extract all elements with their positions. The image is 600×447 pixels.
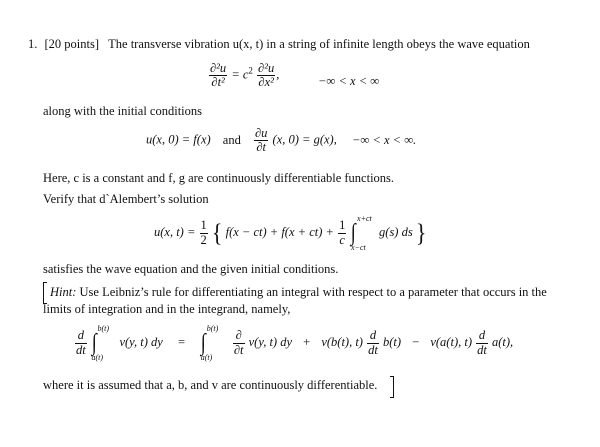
wave-domain: −∞ < x < ∞ — [318, 74, 380, 88]
leibniz-integral-2: ∫ — [200, 330, 206, 356]
leibniz-partial-fraction — [233, 329, 245, 356]
wave-equals: = c — [231, 67, 249, 82]
dalembert-solution — [154, 216, 426, 250]
wave-lhs-fraction — [209, 62, 227, 89]
leibniz-minus: − — [412, 334, 420, 349]
leibniz-limits-1 — [91, 324, 119, 362]
leibniz-upper-2: b(t) — [206, 324, 219, 333]
verify-text: Verify that d`Alembert’s solution — [43, 192, 209, 206]
initial-conditions — [146, 127, 416, 154]
leibniz-db-den: dt — [368, 342, 378, 357]
sol-half-num: 1 — [200, 218, 207, 233]
wave-lhs-den: ∂t² — [209, 75, 227, 89]
leibniz-integral-1: ∫ — [91, 330, 97, 356]
leibniz-p-num: ∂ — [235, 328, 242, 343]
sol-terms: f(x − ct) + f(x + ct) + — [225, 224, 334, 239]
sol-open-brace: { — [211, 218, 223, 247]
wave-rhs-den: ∂x² — [258, 75, 274, 90]
wave-equation — [208, 62, 279, 89]
leibniz-lower-1: a(t) — [91, 353, 103, 362]
problem-points: [20 points] — [44, 37, 100, 51]
initial-intro: along with the initial conditions — [43, 104, 203, 118]
leibniz-a-term: a(t), — [491, 334, 514, 349]
problem-number: 1. — [28, 37, 38, 51]
ic-and: and — [222, 132, 241, 147]
ic-du-den: ∂t — [254, 140, 268, 154]
ic-second: (x, 0) = g(x), — [272, 132, 337, 147]
leibniz-da-fraction — [476, 329, 488, 356]
sol-c-num: 1 — [339, 218, 346, 233]
wave-exponent: 2 — [248, 65, 253, 76]
leibniz-upper-1: b(t) — [97, 324, 109, 333]
wave-rhs-num: ∂²u — [258, 61, 275, 75]
leibniz-d-num: d — [77, 328, 84, 343]
sol-c-fraction — [338, 219, 346, 246]
ic-derivative-fraction — [254, 127, 268, 154]
leibniz-rule — [74, 326, 513, 360]
hint-close-bracket — [390, 376, 394, 398]
ic-first: u(x, 0) = f(x) — [146, 132, 211, 147]
leibniz-db-num: d — [369, 328, 377, 343]
leibniz-lower-2: a(t) — [200, 353, 213, 362]
leibniz-d-den: dt — [76, 342, 86, 357]
hint-text-1: Use Leibniz’s rule for differentiating an integral with respect to a parameter that occurs in the — [79, 285, 547, 299]
leibniz-term2: v(b(t), t) — [321, 334, 363, 349]
sol-limits — [351, 214, 379, 252]
leibniz-b-term: b(t) — [382, 334, 402, 349]
leibniz-equals: = — [177, 334, 186, 349]
wave-rhs-fraction — [257, 62, 275, 89]
ic-du-num: ∂u — [254, 126, 268, 140]
wave-lhs-num: ∂²u — [210, 61, 227, 75]
leibniz-rhs-integrand: v(y, t) dy — [248, 334, 293, 349]
leibniz-da-num: d — [478, 328, 486, 343]
leibniz-limits-2 — [200, 324, 229, 362]
sol-lower-limit: x−ct — [351, 243, 366, 252]
hint-open-bracket — [43, 282, 47, 304]
sol-c-den: c — [339, 232, 345, 247]
sol-half-den: 2 — [200, 232, 207, 247]
leibniz-d-fraction — [75, 329, 87, 356]
problem-header — [28, 37, 530, 52]
sol-lhs: u(x, t) = — [154, 224, 196, 239]
problem-statement: The transverse vibration u(x, t) in a string of infinite length obeys the wave equation — [108, 37, 530, 51]
hint-text-2: limits of integration and in the integrand, namely, — [43, 302, 291, 316]
sol-integral-sign: ∫ — [351, 220, 357, 246]
leibniz-lhs-integrand: v(y, t) dy — [119, 334, 163, 349]
sol-upper-limit: x+ct — [357, 214, 372, 223]
leibniz-da-den: dt — [477, 342, 487, 357]
sol-close-brace: } — [415, 218, 427, 247]
hint-label: Hint: — [50, 285, 77, 299]
satisfies-text: satisfies the wave equation and the given initial conditions. — [43, 262, 339, 276]
hint-closing: where it is assumed that a, b, and v are continuously differentiable. — [43, 378, 378, 392]
leibniz-db-fraction — [367, 329, 379, 356]
ic-domain: −∞ < x < ∞. — [351, 132, 417, 147]
sol-half-fraction — [200, 219, 208, 246]
here-text: Here, c is a constant and f, g are continuously differentiable functions. — [43, 171, 395, 185]
wave-comma: , — [276, 67, 280, 82]
leibniz-p-den: ∂t — [233, 342, 244, 357]
leibniz-term3: v(a(t), t) — [430, 334, 472, 349]
leibniz-plus: + — [303, 334, 311, 349]
sol-integrand: g(s) ds — [379, 224, 413, 239]
hint-line-1 — [50, 285, 547, 300]
